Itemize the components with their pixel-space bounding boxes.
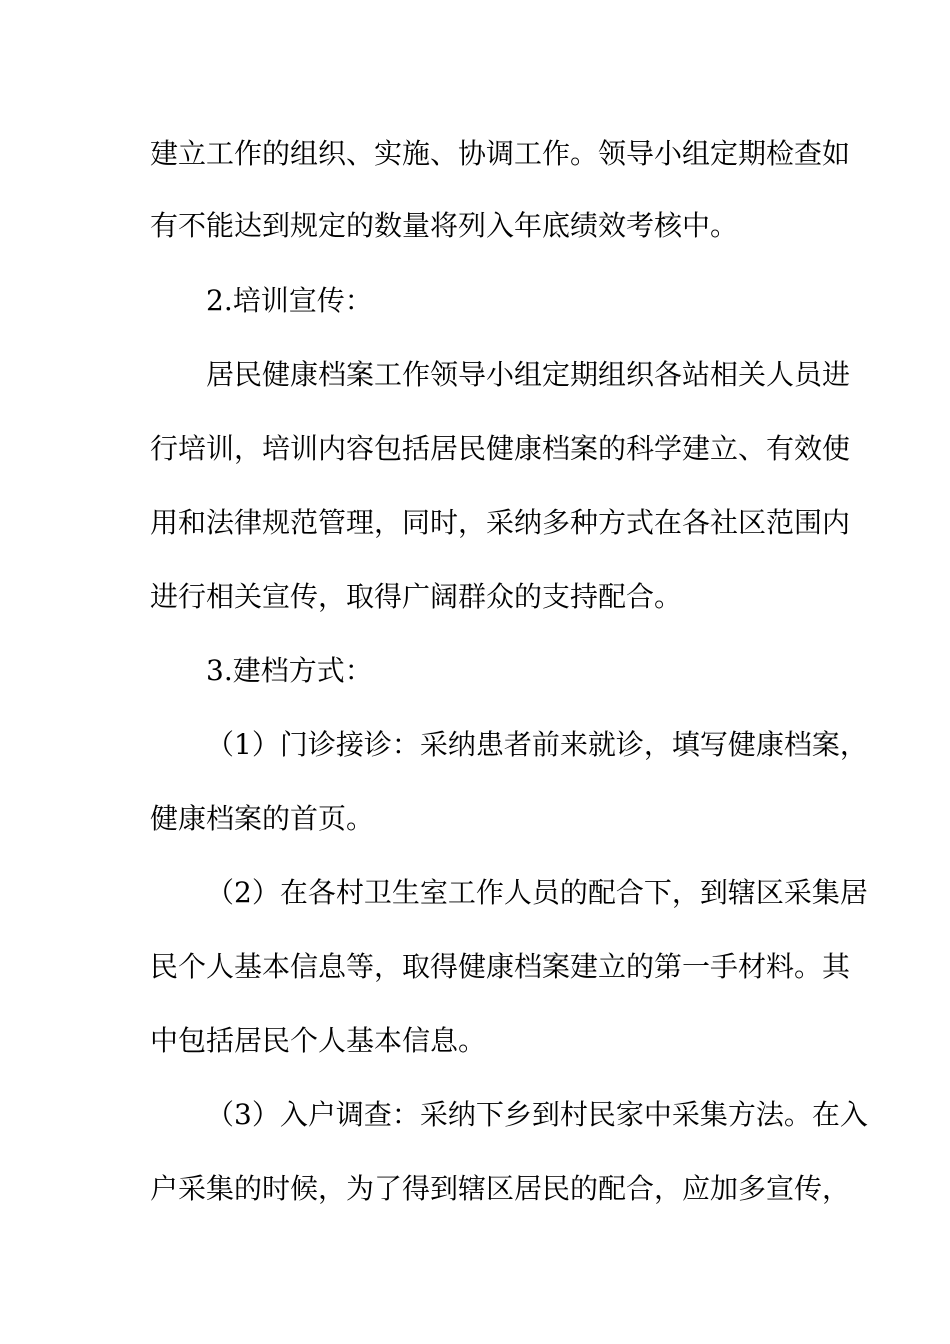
text-line: 民个人基本信息等，取得健康档案建立的第一手材料。其 bbox=[150, 950, 851, 983]
section-heading: 2.培训宣传： bbox=[206, 284, 373, 317]
text-line: 居民健康档案工作领导小组定期组织各站相关人员进 bbox=[206, 358, 851, 391]
text-line: （3）入户调查：采纳下乡到村民家中采集方法。在入 bbox=[206, 1098, 868, 1131]
text-line: 健康档案的首页。 bbox=[150, 802, 375, 835]
text-line: 进行相关宣传，取得广阔群众的支持配合。 bbox=[150, 580, 683, 613]
text-line: 用和法律规范管理，同时，采纳多种方式在各社区范围内 bbox=[150, 506, 851, 539]
text-line: （1）门诊接诊：采纳患者前来就诊，填写健康档案， bbox=[206, 728, 868, 761]
text-line: （2）在各村卫生室工作人员的配合下，到辖区采集居 bbox=[206, 876, 868, 909]
text-line: 中包括居民个人基本信息。 bbox=[150, 1024, 487, 1057]
text-line: 户采集的时候，为了得到辖区居民的配合，应加多宣传， bbox=[150, 1172, 851, 1205]
text-line: 有不能达到规定的数量将列入年底绩效考核中。 bbox=[150, 209, 739, 242]
text-line: 建立工作的组织、实施、协调工作。领导小组定期检查如 bbox=[150, 137, 851, 170]
text-line: 行培训，培训内容包括居民健康档案的科学建立、有效使 bbox=[150, 432, 851, 465]
section-heading: 3.建档方式： bbox=[206, 654, 373, 687]
